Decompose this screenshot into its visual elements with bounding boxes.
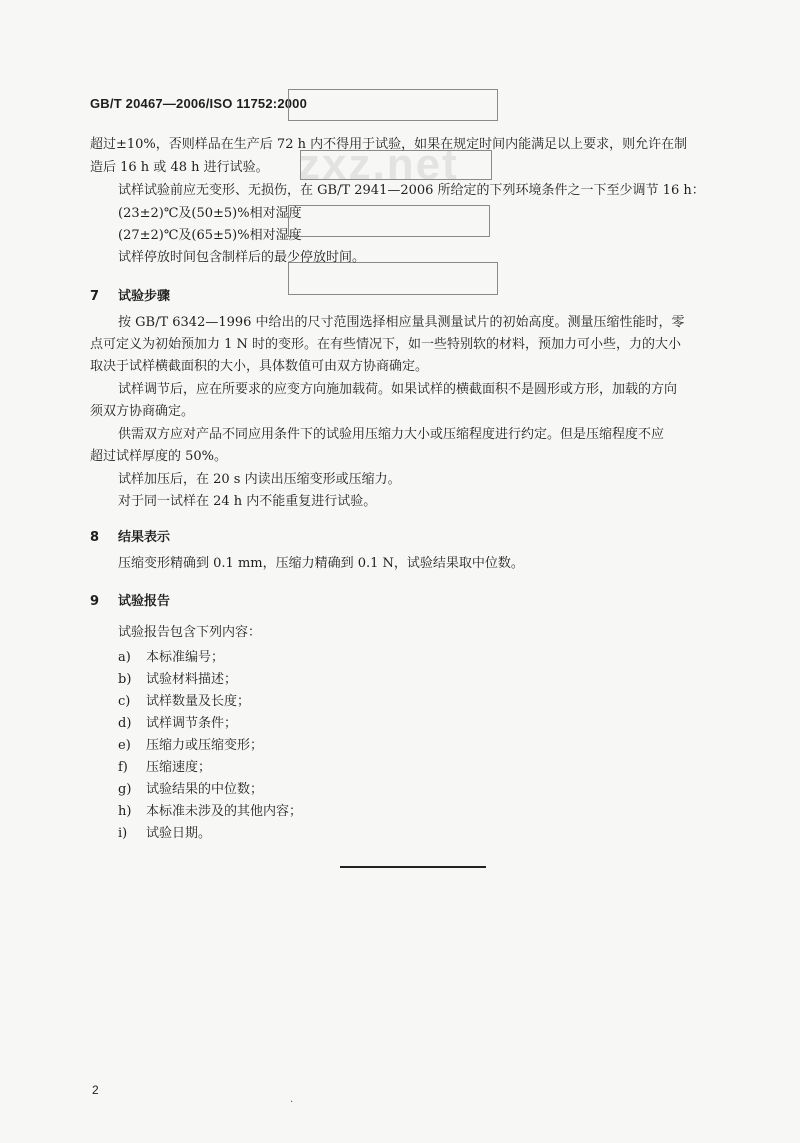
body-line: 试样停放时间包含制样后的最少停放时间。 xyxy=(118,250,366,265)
body-line: 取决于试样横截面积的大小，具体数值可由双方协商确定。 xyxy=(90,359,429,374)
watermark: zxz.net xyxy=(298,140,459,189)
list-marker: a) xyxy=(118,650,131,665)
list-item xyxy=(118,668,237,687)
list-item xyxy=(118,756,211,775)
body-line: 试验报告包含下列内容： xyxy=(118,625,262,640)
end-rule xyxy=(340,866,486,868)
list-marker: c) xyxy=(118,694,131,709)
section-number: 8 xyxy=(90,530,100,545)
list-text: 试验日期。 xyxy=(146,826,212,841)
list-text: 本标准未涉及的其他内容； xyxy=(146,804,303,819)
section-8-heading xyxy=(90,526,170,545)
footer-dot: . xyxy=(290,1094,294,1105)
body-line: 供需双方应对产品不同应用条件下的试验用压缩力大小或压缩程度进行约定。但是压缩程度不应 xyxy=(118,427,665,442)
section-7-heading xyxy=(90,285,170,304)
section-number: 7 xyxy=(90,289,100,304)
body-line: 须双方协商确定。 xyxy=(90,404,195,419)
body-line: 对于同一试样在 24 h 内不能重复进行试验。 xyxy=(118,494,377,509)
section-number: 9 xyxy=(90,594,100,609)
list-item xyxy=(118,646,224,665)
list-item xyxy=(118,712,237,731)
list-text: 本标准编号； xyxy=(146,650,225,665)
section-title: 试验步骤 xyxy=(118,289,171,304)
body-line: 试样试验前应无变形、无损伤，在 GB/T 2941—2006 所给定的下列环境条件之一下至少调节 16 h： xyxy=(118,183,705,198)
body-line: 试样加压后，在 20 s 内读出压缩变形或压缩力。 xyxy=(118,472,401,487)
list-item xyxy=(118,690,250,709)
list-item xyxy=(118,822,211,841)
section-title: 结果表示 xyxy=(118,530,171,545)
list-marker: b) xyxy=(118,672,132,687)
body-line: (27±2)℃及(65±5)%相对湿度 xyxy=(118,228,302,243)
list-text: 试样数量及长度； xyxy=(146,694,251,709)
list-text: 试验材料描述； xyxy=(146,672,238,687)
body-line: 压缩变形精确到 0.1 mm，压缩力精确到 0.1 N，试验结果取中位数。 xyxy=(118,556,524,571)
overlay-box xyxy=(288,205,490,237)
list-item xyxy=(118,800,302,819)
body-line: 造后 16 h 或 48 h 进行试验。 xyxy=(90,160,269,175)
list-marker: g) xyxy=(118,782,132,797)
standard-header: GB/T 20467—2006/ISO 11752:2000 xyxy=(90,96,308,111)
list-item xyxy=(118,734,263,753)
body-line: 超过±10%，否则样品在生产后 72 h 内不得用于试验，如果在规定时间内能满足以上要求，则允许在制 xyxy=(90,137,688,152)
list-marker: e) xyxy=(118,738,131,753)
body-line: 点可定义为初始预加力 1 N 时的变形。在有些情况下，如一些特别软的材料，预加力可小些，力的大小 xyxy=(90,337,682,352)
overlay-box xyxy=(288,89,498,121)
body-line: (23±2)℃及(50±5)%相对湿度 xyxy=(118,206,302,221)
overlay-box xyxy=(288,262,498,295)
list-marker: f) xyxy=(118,760,128,775)
body-line: 按 GB/T 6342—1996 中给出的尺寸范围选择相应量具测量试片的初始高度。测量压缩性能时，零 xyxy=(118,315,685,330)
list-text: 压缩力或压缩变形； xyxy=(146,738,264,753)
list-item xyxy=(118,778,263,797)
list-marker: h) xyxy=(118,804,132,819)
page-number: 2 xyxy=(92,1083,99,1097)
list-text: 试样调节条件； xyxy=(146,716,238,731)
list-marker: d) xyxy=(118,716,132,731)
body-line: 试样调节后，应在所要求的应变方向施加载荷。如果试样的横截面积不是圆形或方形，加载的方向 xyxy=(118,382,678,397)
section-9-heading xyxy=(90,590,170,609)
body-line: 超过试样厚度的 50%。 xyxy=(90,449,228,464)
list-marker: i) xyxy=(118,826,128,841)
section-title: 试验报告 xyxy=(118,594,171,609)
list-text: 试验结果的中位数； xyxy=(146,782,264,797)
list-text: 压缩速度； xyxy=(146,760,212,775)
